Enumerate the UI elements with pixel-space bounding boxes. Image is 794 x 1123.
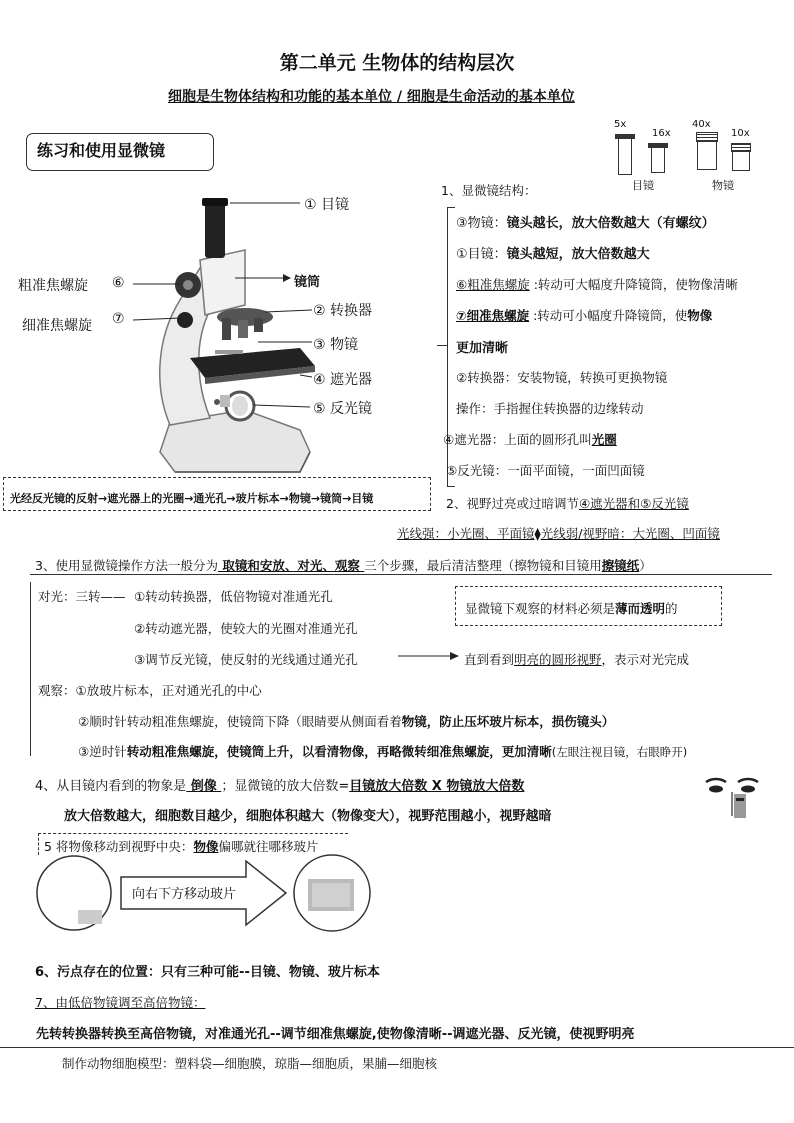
structure-coarse-text: :转动可大幅度升降镜筒，使物像清晰	[529, 277, 738, 292]
structure-coarse-line	[456, 275, 738, 293]
stain-text: 6、污点存在的位置：只有三种可能--目镜、物镜、玻片标本	[35, 965, 380, 980]
label-diaphragm: ④ 遮光器	[313, 372, 373, 388]
structure-bracket-bottom	[447, 486, 455, 487]
guancha-step3-prefix: ③逆时针	[78, 744, 127, 759]
label-coarse-num: ⑥	[112, 275, 125, 291]
lens-group-eyepiece: 目镜	[632, 179, 654, 192]
structure-objective-prefix: ③物镜：	[456, 216, 507, 231]
structure-mirror: ⑤反光镜：一面平面镜，一面凹面镜	[446, 463, 645, 478]
material-note	[465, 599, 678, 617]
guancha-step1: ①放玻片标本，正对通光孔的中心	[75, 683, 262, 698]
label-mirror: ⑤ 反光镜	[313, 401, 373, 417]
lens-label-40x: 40x	[692, 119, 711, 130]
move-suffix: 偏哪就往哪移玻片	[218, 839, 319, 854]
duiguang-step2: ②转动遮光器，使较大的光圈对准通光孔	[134, 621, 358, 636]
footer-divider	[0, 1047, 794, 1048]
structure-diaphragm-prefix: ④遮光器：上面的圆形孔叫	[443, 432, 592, 447]
structure-diaphragm-term: 光圈	[591, 432, 617, 447]
move-arrow-text: 向右下方移动玻片	[132, 887, 237, 902]
material-prefix: 显微镜下观察的材料必须是	[465, 601, 616, 616]
label-converter: ② 转换器	[313, 303, 373, 319]
vision-line	[446, 494, 689, 512]
duiguang-step1: ①转动转换器，低倍物镜对准通光孔	[134, 589, 333, 604]
label-coarse: 粗准焦螺旋	[18, 278, 88, 294]
duiguang-step3: ③调节反光镜，使反射的光线通过通光孔	[134, 652, 358, 667]
lens-label-5x: 5x	[614, 119, 627, 130]
structure-eyepiece-line	[456, 243, 650, 262]
page-subtitle: 细胞是生物体结构和功能的基本单位 / 细胞是生命活动的基本单位	[168, 89, 575, 105]
structure-objective-line	[456, 212, 715, 231]
structure-operation: 操作：手指握住转换器的边缘转动	[456, 401, 644, 416]
structure-fine-text: :转动可小幅度升降镜筒，使	[529, 308, 688, 323]
vision-rule: 光线强：小光圈、平面镜	[397, 526, 535, 541]
image-prefix: 4、从目镜内看到的物象是	[35, 779, 187, 794]
structure-fine-line2: 更加清晰	[456, 341, 509, 356]
label-objective: ③ 物镜	[313, 337, 359, 353]
microscope-label-lines	[0, 0, 794, 480]
duiguang-result	[464, 650, 689, 668]
label-fine: 细准焦螺旋	[22, 318, 92, 334]
structure-bracket-top	[447, 207, 455, 208]
image-formula: 目镜放大倍数 X 物镜放大倍数	[349, 779, 525, 794]
structure-heading: 1、显微镜结构：	[441, 183, 537, 198]
steps-suffix: 三个步骤，最后清洁整理（擦物镜和目镜用	[364, 558, 602, 573]
steps-divider	[30, 574, 772, 575]
structure-eyepiece-text: 镜头越短，放大倍数越大	[506, 247, 650, 262]
label-tube: 镜筒	[294, 275, 321, 290]
steps-prefix: 3、使用显微镜操作方法一般分为	[35, 558, 218, 573]
vision-terms: ④遮光器和⑤反光镜	[578, 496, 689, 511]
structure-eyepiece-prefix: ①目镜：	[456, 247, 507, 262]
steps-term: 擦镜纸	[601, 558, 640, 573]
label-fine-num: ⑦	[112, 311, 125, 327]
light-path-text: 光经反光镜的反射→遮光器上的光圈→通光孔→玻片标本→物镜→镜筒→目镜	[10, 492, 374, 505]
move-term: 物像	[193, 839, 219, 854]
structure-diaphragm-line	[443, 430, 617, 448]
guancha-line3	[78, 742, 687, 760]
guancha-label: 观察：	[38, 683, 76, 698]
guancha-line1	[38, 681, 262, 699]
structure-bracket-mid	[437, 345, 447, 346]
structure-objective-text: 镜头越长，放大倍数越大（有螺纹）	[506, 216, 715, 231]
structure-converter: ②转换器：安装物镜，转换可更换物镜	[456, 370, 668, 385]
guancha-step3-suffix: (左眼注视目镜，右眼睁开)	[551, 745, 688, 759]
move-prefix: 5 将物像移动到视野中央：	[44, 839, 194, 854]
duiguang-result-suffix: ，表示对光完成	[601, 652, 690, 667]
vision-rule2: 光线弱/视野暗：大光圈、凹面镜	[540, 526, 720, 541]
image-line2: 放大倍数越大，细胞数目越少，细胞体积越大（物像变大），视野范围越小，视野越暗	[64, 809, 552, 824]
guancha-step3-bold: 转动粗准焦螺旋，使镜筒上升，以看清物像，再略微转细准焦螺旋，更加清晰	[126, 744, 552, 759]
duiguang-label: 对光：三转——	[38, 589, 126, 604]
model-text: 制作动物细胞模型：塑料袋—细胞膜，琼脂—细胞质，果脯—细胞核	[62, 1056, 438, 1071]
structure-coarse-label: ⑥粗准焦螺旋	[456, 277, 530, 292]
guancha-step2-bold: 物镜，防止压坏玻片标本，损伤镜头）	[401, 714, 615, 729]
high-power-text: 先转转换器转换至高倍物镜，对准通光孔--调节细准焦螺旋,使物像清晰--调遮光器、反光镜，使视野明亮	[36, 1027, 635, 1042]
vision-rule-line	[397, 524, 720, 542]
material-suffix: 的	[665, 601, 678, 616]
vision-rule-sep: ⧫	[534, 526, 541, 541]
steps-bracket	[30, 582, 31, 756]
lens-label-10x: 10x	[731, 128, 750, 139]
lens-label-16x: 16x	[652, 128, 671, 139]
steps-blank: 取镜和安放、对光、观察	[217, 558, 365, 573]
image-line1	[35, 775, 524, 794]
structure-fine-bold: 物像	[687, 308, 713, 323]
guancha-step2-prefix: ②顺时针转动粗准焦螺旋，使镜筒下降（眼睛要从侧面看着	[78, 714, 402, 729]
image-blank: 倒像	[186, 779, 222, 794]
structure-fine-line	[456, 306, 712, 324]
image-mid: ；显微镜的放大倍数=	[221, 779, 350, 794]
guancha-line2	[78, 712, 614, 730]
duiguang-arrow	[398, 650, 460, 662]
label-eyepiece: ① 目镜	[304, 197, 350, 213]
vision-prefix: 2、视野过亮或过暗调节	[446, 496, 579, 511]
lens-group-objective: 物镜	[712, 179, 734, 192]
practice-box: 练习和使用显微镜	[26, 133, 214, 171]
duiguang-result-term: 明亮的圆形视野	[514, 652, 602, 667]
page-title: 第二单元 生物体的结构层次	[279, 52, 515, 74]
duiguang-result-prefix: 直到看到	[464, 652, 515, 667]
structure-fine-label: ⑦细准焦螺旋	[456, 308, 530, 323]
steps-end: ）	[639, 558, 652, 573]
material-term: 薄而透明	[615, 601, 666, 616]
eye-face-icon	[704, 776, 760, 820]
high-power-heading: 7、由低倍物镜调至高倍物镜：	[35, 995, 206, 1010]
steps-line	[35, 556, 652, 574]
